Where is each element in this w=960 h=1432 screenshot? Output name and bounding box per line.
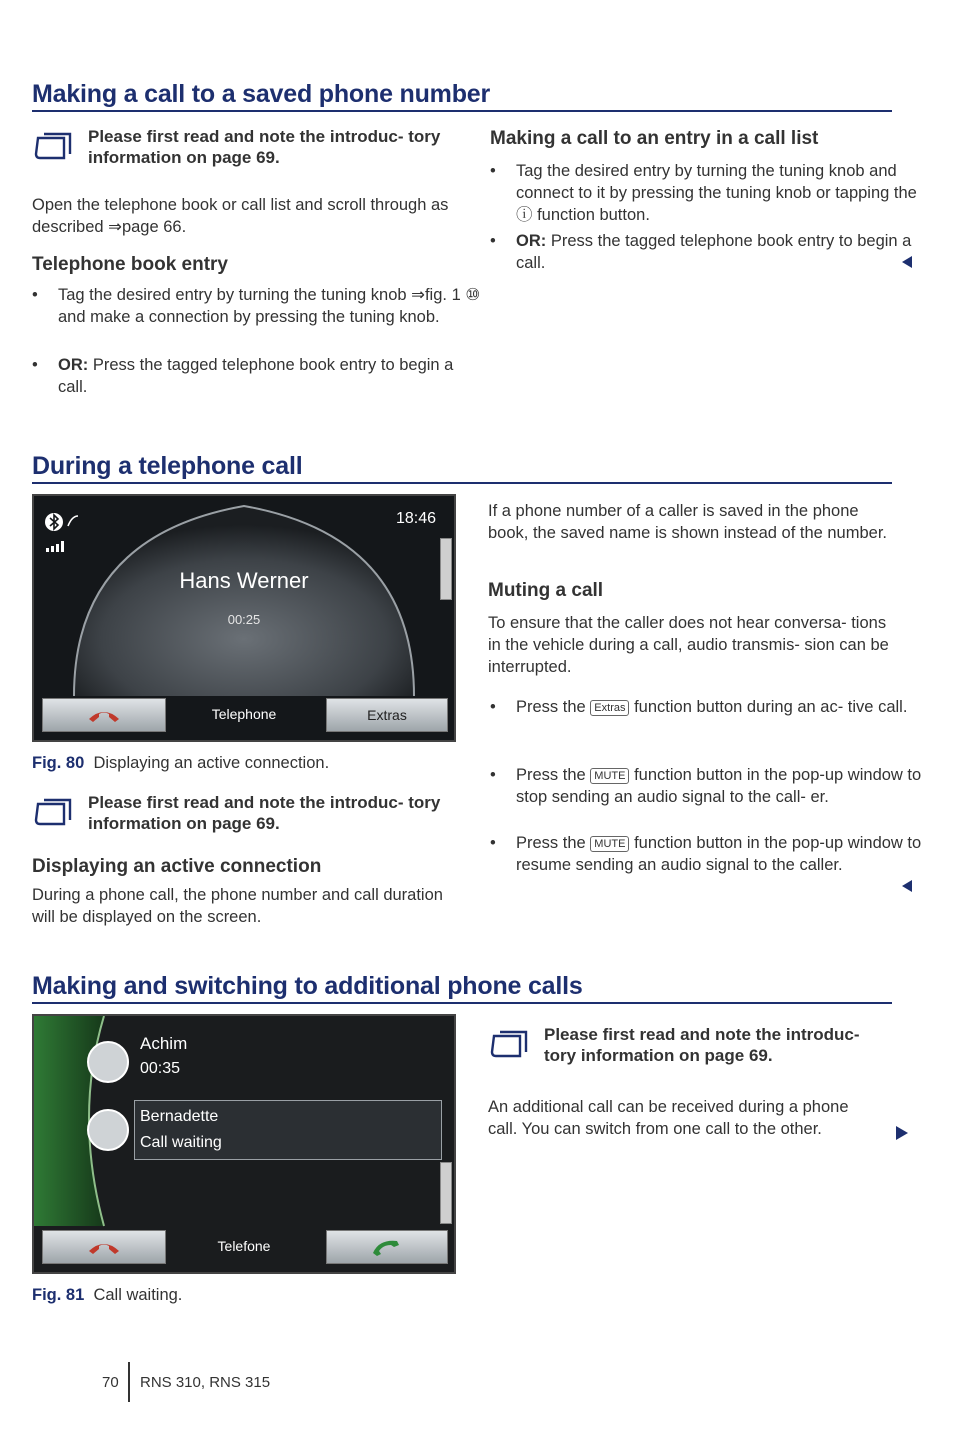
figure-caption-text: Displaying an active connection. — [93, 754, 330, 772]
saved-name-paragraph: If a phone number of a caller is saved in the phone book, the saved name is shown instead of the number. — [488, 502, 887, 542]
bullet-item — [482, 696, 928, 718]
hang-up-button[interactable] — [42, 698, 166, 732]
caller-2-status: Call waiting — [140, 1134, 222, 1151]
bullet-text-pre: Press the — [516, 834, 586, 852]
end-of-section-icon — [902, 256, 912, 268]
intro-paragraph: Open the telephone book or call list and scroll through as described ⇒page 66. — [32, 196, 449, 236]
figure-caption — [32, 754, 329, 773]
page-number: 70 — [102, 1374, 119, 1391]
telephone-label: Telephone — [211, 706, 277, 722]
bullet-text-pre: Press the — [516, 698, 586, 716]
caller-1-name: Achim — [140, 1034, 188, 1053]
bullet-item — [24, 354, 484, 398]
caller-name: Hans Werner — [179, 568, 309, 593]
accept-call-button[interactable] — [326, 1230, 448, 1264]
bullet-item: • Tag the desired entry by turning the tuning knob and connect to it by pressing the tuning knob or tapping the ⓘ function button. — [482, 160, 926, 226]
call-waiting-screen — [32, 1014, 456, 1274]
footer-models: RNS 310, RNS 315 — [140, 1374, 271, 1391]
subheading-telephone-book-entry: Telephone book entry — [32, 254, 229, 275]
hang-up-button[interactable] — [42, 1230, 166, 1264]
caller-avatar-icon — [86, 1108, 130, 1152]
bullet-text-pre: Press the — [516, 766, 586, 784]
section-rule — [32, 482, 892, 484]
footer-divider — [128, 1362, 130, 1402]
caller-avatar-icon — [86, 1040, 130, 1084]
call-duration: 00:25 — [227, 612, 261, 627]
mute-key: MUTE — [590, 768, 629, 784]
hang-up-icon — [87, 707, 121, 723]
accept-call-icon — [369, 1237, 405, 1257]
continue-arrow-icon — [896, 1126, 908, 1140]
clock: 18:46 — [395, 510, 436, 527]
bullet-text: Press the tagged telephone book entry to begin a call. — [58, 356, 454, 396]
mute-key: MUTE — [590, 836, 629, 852]
figure-caption — [32, 1286, 182, 1305]
note-text: Please first read and note the introduc- tory information on page 69. — [88, 793, 441, 833]
or-label: OR: — [516, 232, 547, 250]
section-title-additional-calls: Making and switching to additional phone calls — [32, 972, 583, 1000]
or-label: OR: — [58, 356, 89, 374]
bullet-text-post: function button during an ac- tive call. — [634, 698, 908, 716]
extras-button[interactable]: Extras — [326, 698, 448, 732]
bullet-text: Press the tagged telephone book entry to begin a call. — [516, 232, 912, 272]
figure-number: Fig. 81 — [32, 1286, 85, 1304]
section-title-saved-number: Making a call to a saved phone number — [32, 80, 490, 108]
end-of-section-icon — [902, 880, 912, 892]
bullet-text-post: function button in the pop-up window to stop sending an audio signal to the call- er. — [516, 766, 922, 806]
subheading-muting: Muting a call — [488, 580, 604, 601]
figure-number: Fig. 80 — [32, 754, 85, 772]
section-title-during-call: During a telephone call — [32, 452, 303, 480]
figure-tag — [440, 538, 452, 600]
bullet-item — [482, 230, 926, 274]
bullet-item — [482, 832, 928, 876]
hang-up-icon — [87, 1239, 121, 1255]
extras-key: Extras — [590, 700, 629, 716]
caller-2-name: Bernadette — [140, 1108, 219, 1125]
bullet-text-post: function button in the pop-up window to resume sending an audio signal to the caller. — [516, 834, 922, 874]
bluetooth-icon — [44, 510, 84, 534]
figure-caption-text: Call waiting. — [93, 1286, 183, 1304]
bullet-item — [482, 764, 928, 808]
signal-strength-icon — [46, 540, 68, 552]
additional-call-paragraph: An additional call can be received during a phone call. You can switch from one call to the other. — [488, 1098, 849, 1138]
bullet-item: • Tag the desired entry by turning the tuning knob ⇒fig. 1 ⑩ and make a connection by pressing the tuning knob. — [24, 284, 484, 328]
active-connection-paragraph: During a phone call, the phone number and call duration will be displayed on the screen. — [32, 886, 443, 926]
note-text: Please first read and note the introduc- tory information on page 69. — [544, 1025, 860, 1065]
telefone-label: Telefone — [217, 1238, 271, 1254]
subheading-active-connection: Displaying an active connection — [32, 856, 322, 877]
subheading-call-list: Making a call to an entry in a call list — [490, 128, 819, 149]
muting-paragraph: To ensure that the caller does not hear conversa- tions in the vehicle during a call, audio transmis- sion can be interrupted. — [488, 614, 889, 676]
book-icon — [34, 798, 72, 828]
caller-1-duration: 00:35 — [140, 1060, 181, 1077]
figure-tag — [440, 1162, 452, 1224]
section-rule — [32, 1002, 892, 1004]
book-icon — [34, 132, 72, 162]
note-text: Please first read and note the introduc- tory information on page 69. — [88, 127, 441, 167]
book-icon — [490, 1030, 528, 1060]
section-rule — [32, 110, 892, 112]
active-call-screen — [32, 494, 456, 742]
